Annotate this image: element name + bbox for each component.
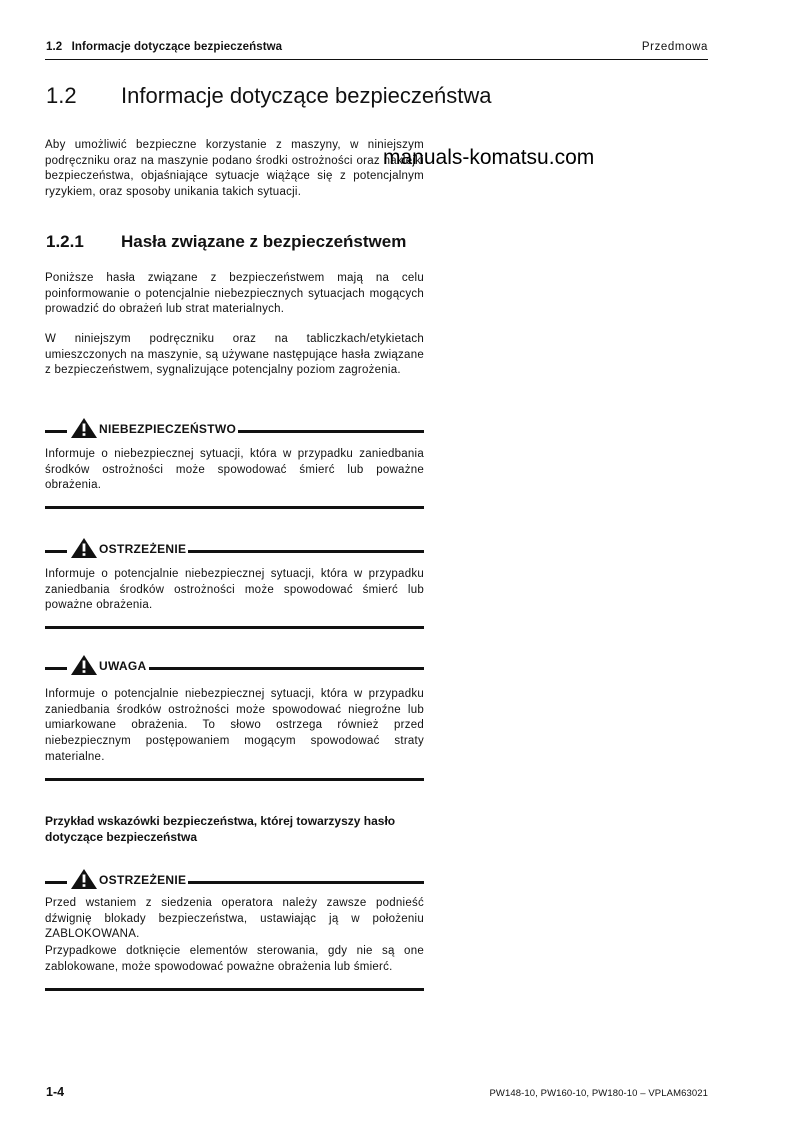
signal-word: OSTRZEŻENIE [99, 873, 187, 887]
warning-triangle-icon [71, 538, 97, 558]
running-header-section [46, 41, 282, 53]
page-title-text: Informacje dotyczące bezpieczeństwa [121, 83, 492, 108]
warning-triangle-icon [71, 655, 97, 675]
signal-lead-bar [45, 881, 67, 884]
intro-paragraph: Aby umożliwić bezpieczne korzystanie z maszyny, w niniejszym podręczniku oraz na maszynie podano środki ostrożności oraz naklejki bezpieczeństwa, objaśniające sytuacje wiążące się z potencjalnym ryzykiem, oraz sposoby unikania takich sytuacji. [45, 139, 424, 199]
signal-banner-caution [45, 655, 424, 675]
signal-bottom-rule [45, 988, 424, 991]
running-header-number: 1.2 [46, 41, 63, 53]
signal-text-caution: Informuje o potencjalnie niebezpiecznej sytuacji, która w przypadku zaniedbania środków ostrożności może spowodować niegroźne lub umiarkowane obrażenia. To słowo ostrzega również przed niebezpiecznym postępowaniem mogącym spowodować straty materialne. [45, 688, 424, 763]
signal-bottom-rule [45, 778, 424, 781]
signal-banner-danger [45, 418, 424, 438]
signal-word: OSTRZEŻENIE [99, 542, 187, 556]
page-title-number: 1.2 [46, 83, 77, 108]
signal-word: UWAGA [99, 659, 147, 673]
signal-lead-bar [45, 430, 67, 433]
model-reference: PW148-10, PW160-10, PW180-10 – VPLAM63021 [489, 1088, 708, 1099]
paragraph-1: Poniższe hasła związane z bezpieczeństwem mają na celu poinformowanie o potencjalnie niebezpiecznych sytuacjach mogących prowadzić do obrażeń lub strat materialnych. [45, 272, 424, 316]
signal-text-warning: Informuje o potencjalnie niebezpiecznej sytuacji, która w przypadku zaniedbania środków ostrożności może spowodować śmierć lub poważne obrażenia. [45, 568, 424, 612]
warning-triangle-icon [71, 418, 97, 438]
example-text-2: Przypadkowe dotknięcie elementów sterowania, gdy nie są one zablokowane, może spowodować poważne obrażenia lub śmierć. [45, 945, 424, 973]
signal-word: NIEBEZPIECZEŃSTWO [99, 422, 237, 436]
watermark: manuals-komatsu.com [383, 146, 595, 169]
signal-text-danger: Informuje o niebezpiecznej sytuacji, która w przypadku zaniedbania środków ostrożności może spowodować śmierć lub poważne obrażenia. [45, 448, 424, 492]
running-header-chapter: Przedmowa [641, 41, 708, 53]
signal-bottom-rule [45, 626, 424, 629]
signal-bottom-rule [45, 506, 424, 509]
signal-rule [188, 881, 424, 884]
page-title [46, 83, 492, 109]
example-text-1: Przed wstaniem z siedzenia operatora należy zawsze podnieść dźwignię blokady bezpieczeństwa, ustawiając ją w położeniu ZABLOKOWANA. [45, 897, 424, 941]
section-heading [46, 232, 406, 252]
signal-lead-bar [45, 550, 67, 553]
section-heading-text: Hasła związane z bezpieczeństwem [121, 232, 407, 251]
signal-rule [188, 550, 424, 553]
paragraph-2: W niniejszym podręczniku oraz na tabliczkach/etykietach umieszczonych na maszynie, są używane następujące hasła związane z bezpieczeństwem, sygnalizujące potencjalny poziom zagrożenia. [45, 333, 424, 377]
section-heading-number: 1.2.1 [46, 232, 84, 251]
signal-lead-bar [45, 667, 67, 670]
page-number: 1-4 [46, 1085, 65, 1099]
signal-banner-example [45, 869, 424, 889]
signal-banner-warning [45, 538, 424, 558]
example-heading: Przykład wskazówki bezpieczeństwa, której towarzyszy hasło dotyczące bezpieczeństwa [45, 814, 396, 844]
signal-rule [149, 667, 425, 670]
running-header-title: Informacje dotyczące bezpieczeństwa [71, 41, 283, 53]
signal-rule [238, 430, 424, 433]
warning-triangle-icon [71, 869, 97, 889]
header-divider [45, 59, 708, 60]
